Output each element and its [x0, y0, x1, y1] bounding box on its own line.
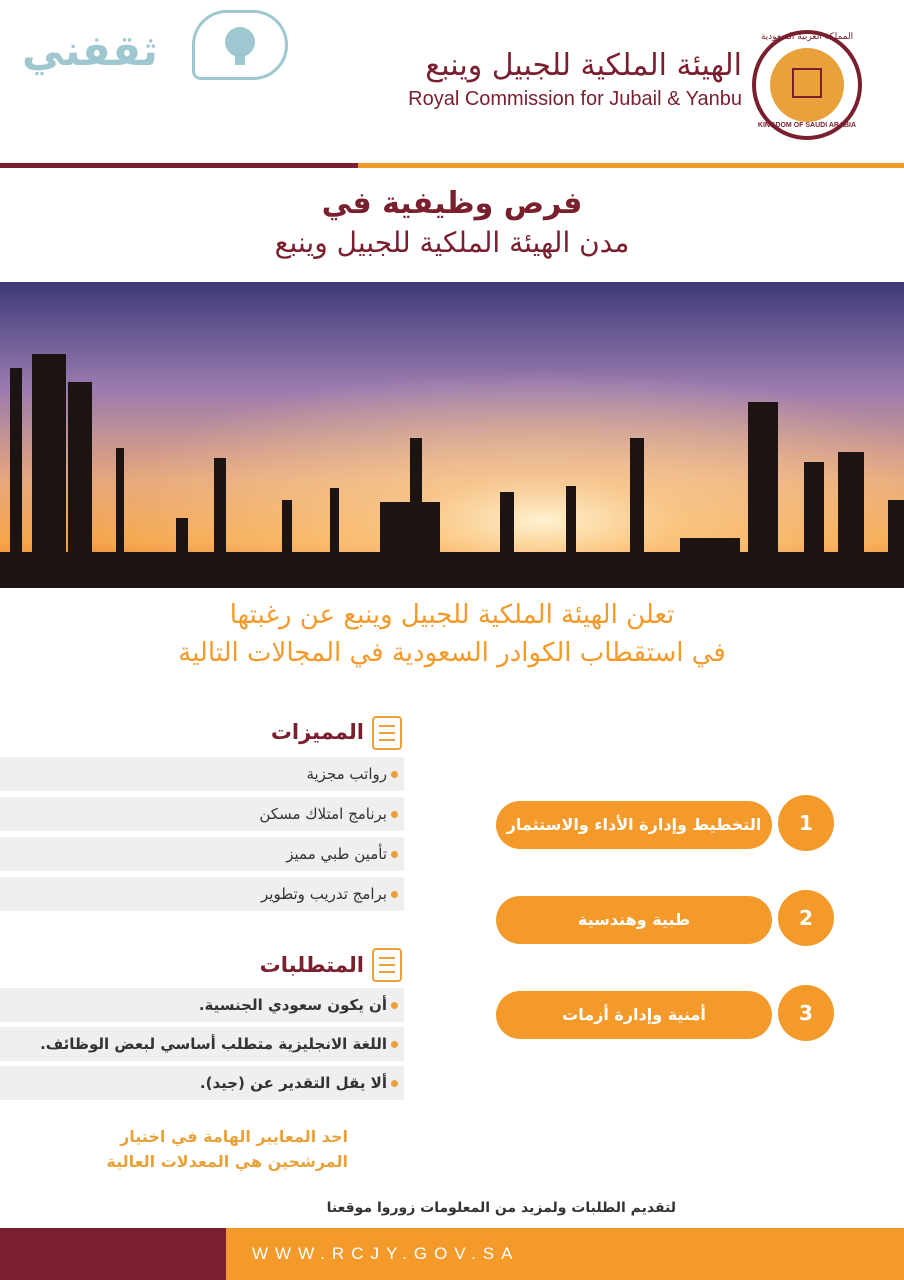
bullet-icon [391, 851, 398, 858]
field-item-1 [496, 795, 834, 855]
footer-call-to-action: لتقديم الطلبات ولمزيد من المعلومات زوروا موقعنا [326, 1200, 676, 1216]
benefits-heading: المميزات [270, 720, 364, 744]
bullet-icon [391, 811, 398, 818]
intro-line-2: في استقطاب الكوادر السعودية في المجالات التالية [178, 638, 726, 668]
seal-emblem-icon [770, 48, 844, 122]
bullet-icon [391, 771, 398, 778]
field-label: أمنية وإدارة أزمات [496, 991, 772, 1039]
bullet-icon [391, 891, 398, 898]
checklist-icon [372, 948, 402, 982]
benefit-item: برنامج امتلاك مسكن [0, 797, 404, 831]
field-label: التخطيط وإدارة الأداء والاستثمار [496, 801, 772, 849]
bullet-icon [391, 1041, 398, 1048]
clipboard-icon [372, 716, 402, 750]
bullet-icon [391, 1002, 398, 1009]
refinery-sunset-image [0, 282, 904, 588]
requirement-item: ألا يقل التقدير عن (جيد). [0, 1066, 404, 1100]
org-name-arabic: الهيئة الملكية للجبيل وينبع [425, 48, 742, 83]
requirement-item: أن يكون سعودي الجنسية. [0, 988, 404, 1022]
field-number: 3 [778, 985, 834, 1041]
field-item-3 [496, 985, 834, 1045]
field-number: 2 [778, 890, 834, 946]
seal-text-arabic: المملكة العربية السعودية [760, 32, 854, 42]
watermark-logo [10, 10, 290, 88]
footer-bar [0, 1228, 904, 1280]
lightbulb-icon [192, 10, 288, 80]
page-title: فرص وظيفية في [321, 186, 583, 221]
org-name-english: Royal Commission for Jubail & Yanbu [408, 88, 742, 110]
field-label: طبية وهندسية [496, 896, 772, 944]
selection-note-line-1: احد المعايير الهامة في اختيار [120, 1127, 348, 1146]
benefit-item: برامج تدريب وتطوير [0, 877, 404, 911]
benefit-item: تأمين طبي مميز [0, 837, 404, 871]
field-number: 1 [778, 795, 834, 851]
kingdom-seal-logo [752, 30, 862, 140]
page-subtitle: مدن الهيئة الملكية للجبيل وينبع [274, 226, 630, 259]
bullet-icon [391, 1080, 398, 1087]
website-link[interactable]: WWW.RCJY.GOV.SA [252, 1244, 520, 1263]
seal-text-english: KINGDOM OF SAUDI ARABIA [757, 122, 857, 129]
field-item-2 [496, 890, 834, 950]
benefit-item: رواتب مجزية [0, 757, 404, 791]
watermark-text: ثقفني [22, 26, 158, 75]
intro-line-1: تعلن الهيئة الملكية للجبيل وينبع عن رغبتها [229, 600, 675, 630]
selection-note-line-2: المرشحين هي المعدلات العالية [106, 1152, 348, 1171]
requirements-heading: المتطلبات [259, 953, 364, 977]
header-divider [0, 163, 904, 168]
requirement-item: اللغة الانجليزية متطلب أساسي لبعض الوظائف. [0, 1027, 404, 1061]
